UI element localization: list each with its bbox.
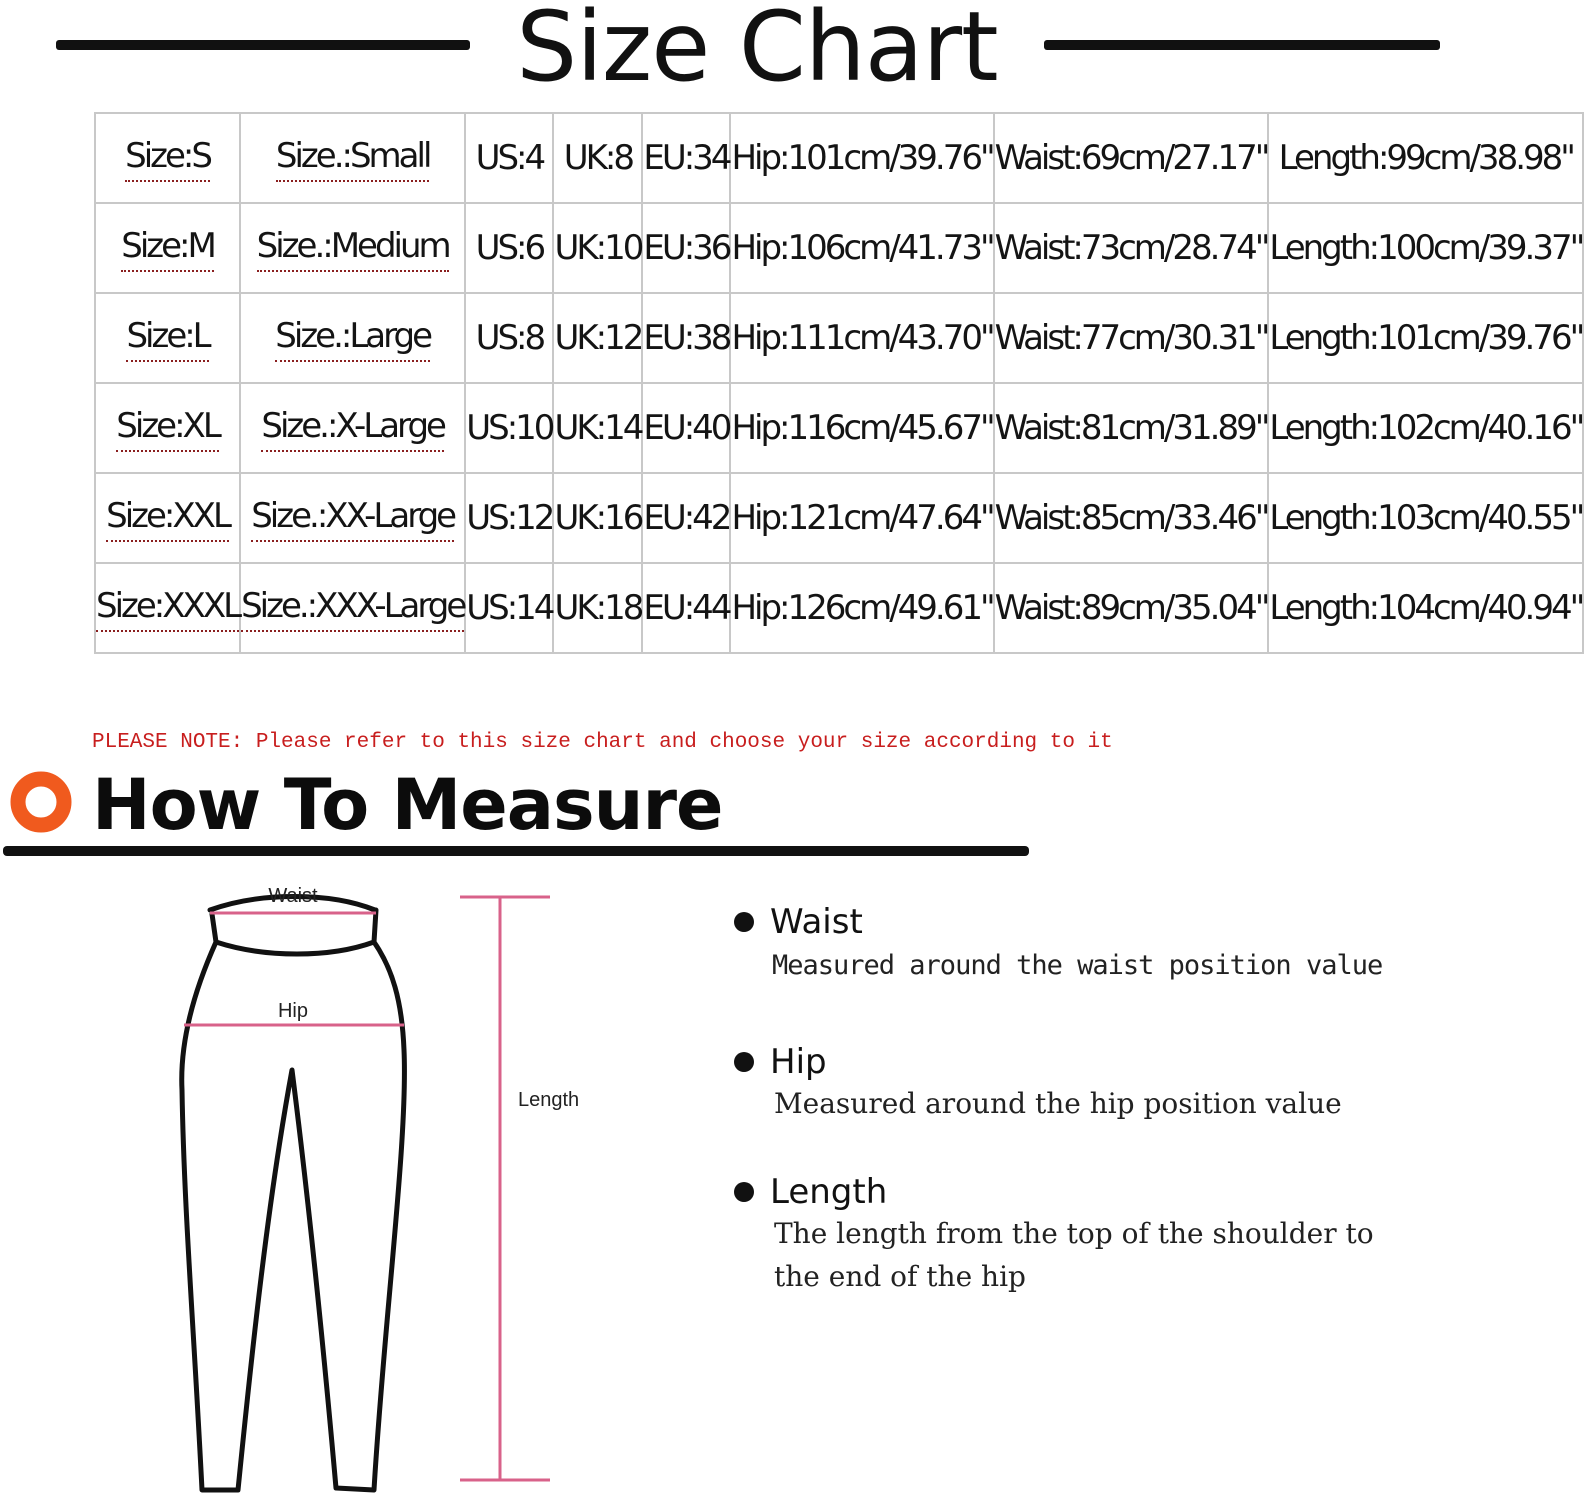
table-row	[95, 293, 1583, 383]
hip-cell: Hip:116cm/45.67"	[730, 383, 993, 473]
eu-size-cell: EU:38	[642, 293, 730, 383]
uk-size-cell: UK:12	[553, 293, 642, 383]
pants-diagram	[170, 880, 610, 1500]
uk-size-cell: UK:18	[553, 563, 642, 653]
waist-cell: Waist:77cm/30.31"	[994, 293, 1269, 383]
waist-cell: Waist:81cm/31.89"	[994, 383, 1269, 473]
us-size-cell: US:8	[465, 293, 553, 383]
uk-size-cell: UK:8	[553, 113, 642, 203]
waist-cell: Waist:73cm/28.74"	[994, 203, 1269, 293]
hip-cell: Hip:106cm/41.73"	[730, 203, 993, 293]
page-title: Size Chart	[516, 0, 998, 103]
size-chart-header	[0, 0, 1449, 103]
length-text-line-2: the end of the hip	[774, 1260, 1026, 1293]
eu-size-cell: EU:42	[642, 473, 730, 563]
size-note: PLEASE NOTE: Please refer to this size chart and choose your size according to it	[92, 731, 1113, 754]
hip-cell: Hip:121cm/47.64"	[730, 473, 993, 563]
pants-outline	[182, 897, 405, 1491]
bullet-icon	[734, 912, 754, 932]
us-size-cell: US:6	[465, 203, 553, 293]
size-name-cell: Size.:X-Large	[240, 383, 465, 473]
eu-size-cell: EU:34	[642, 113, 730, 203]
table-row	[95, 203, 1583, 293]
eu-size-cell: EU:36	[642, 203, 730, 293]
length-title: Length	[770, 1172, 888, 1212]
hip-cell: Hip:126cm/49.61"	[730, 563, 993, 653]
length-label: Length	[518, 1089, 580, 1111]
size-name-cell: Size.:XXX-Large	[240, 563, 465, 653]
hip-title: Hip	[770, 1042, 827, 1082]
how-to-measure-title: How To Measure	[92, 764, 723, 846]
size-code-cell: Size:XL	[95, 383, 240, 473]
title-rule-right	[1044, 40, 1440, 50]
table-row	[95, 473, 1583, 563]
size-code-cell: Size:XXXL	[95, 563, 240, 653]
length-cell: Length:103cm/40.55"	[1268, 473, 1583, 563]
uk-size-cell: UK:16	[553, 473, 642, 563]
how-to-measure-rule	[3, 846, 1029, 856]
hip-label: Hip	[277, 1000, 309, 1022]
size-code-cell: Size:XXL	[95, 473, 240, 563]
size-code-cell: Size:M	[95, 203, 240, 293]
eu-size-cell: EU:40	[642, 383, 730, 473]
title-rule-left	[56, 40, 470, 50]
size-code-cell: Size:L	[95, 293, 240, 383]
table-row	[95, 113, 1583, 203]
waist-cell: Waist:89cm/35.04"	[994, 563, 1269, 653]
waist-cell: Waist:85cm/33.46"	[994, 473, 1269, 563]
bullet-icon	[734, 1182, 754, 1202]
eu-size-cell: EU:44	[642, 563, 730, 653]
size-name-cell: Size.:Medium	[240, 203, 465, 293]
waist-title: Waist	[770, 902, 863, 942]
size-name-cell: Size.:Large	[240, 293, 465, 383]
hip-cell: Hip:101cm/39.76"	[730, 113, 993, 203]
length-cell: Length:101cm/39.76"	[1268, 293, 1583, 383]
us-size-cell: US:12	[465, 473, 553, 563]
table-row	[95, 383, 1583, 473]
us-size-cell: US:14	[465, 563, 553, 653]
waist-description	[734, 902, 1434, 987]
us-size-cell: US:4	[465, 113, 553, 203]
size-code-cell: Size:S	[95, 113, 240, 203]
length-cell: Length:100cm/39.37"	[1268, 203, 1583, 293]
length-cell: Length:102cm/40.16"	[1268, 383, 1583, 473]
waist-cell: Waist:69cm/27.17"	[994, 113, 1269, 203]
length-text-line-1: The length from the top of the shoulder to	[774, 1217, 1374, 1250]
size-table	[94, 112, 1584, 654]
hip-text: Measured around the hip position value	[774, 1087, 1342, 1120]
length-cell: Length:99cm/38.98"	[1268, 113, 1583, 203]
hip-cell: Hip:111cm/43.70"	[730, 293, 993, 383]
length-measure-line	[460, 897, 550, 1480]
waist-label: Waist	[268, 885, 318, 907]
orange-ring-icon	[9, 770, 73, 834]
us-size-cell: US:10	[465, 383, 553, 473]
size-name-cell: Size.:Small	[240, 113, 465, 203]
uk-size-cell: UK:10	[553, 203, 642, 293]
table-row	[95, 563, 1583, 653]
length-cell: Length:104cm/40.94"	[1268, 563, 1583, 653]
length-description	[734, 1172, 1434, 1298]
size-name-cell: Size.:XX-Large	[240, 473, 465, 563]
bullet-icon	[734, 1052, 754, 1072]
uk-size-cell: UK:14	[553, 383, 642, 473]
waist-text: Measured around the waist position value	[772, 950, 1383, 981]
hip-description	[734, 1042, 1434, 1125]
